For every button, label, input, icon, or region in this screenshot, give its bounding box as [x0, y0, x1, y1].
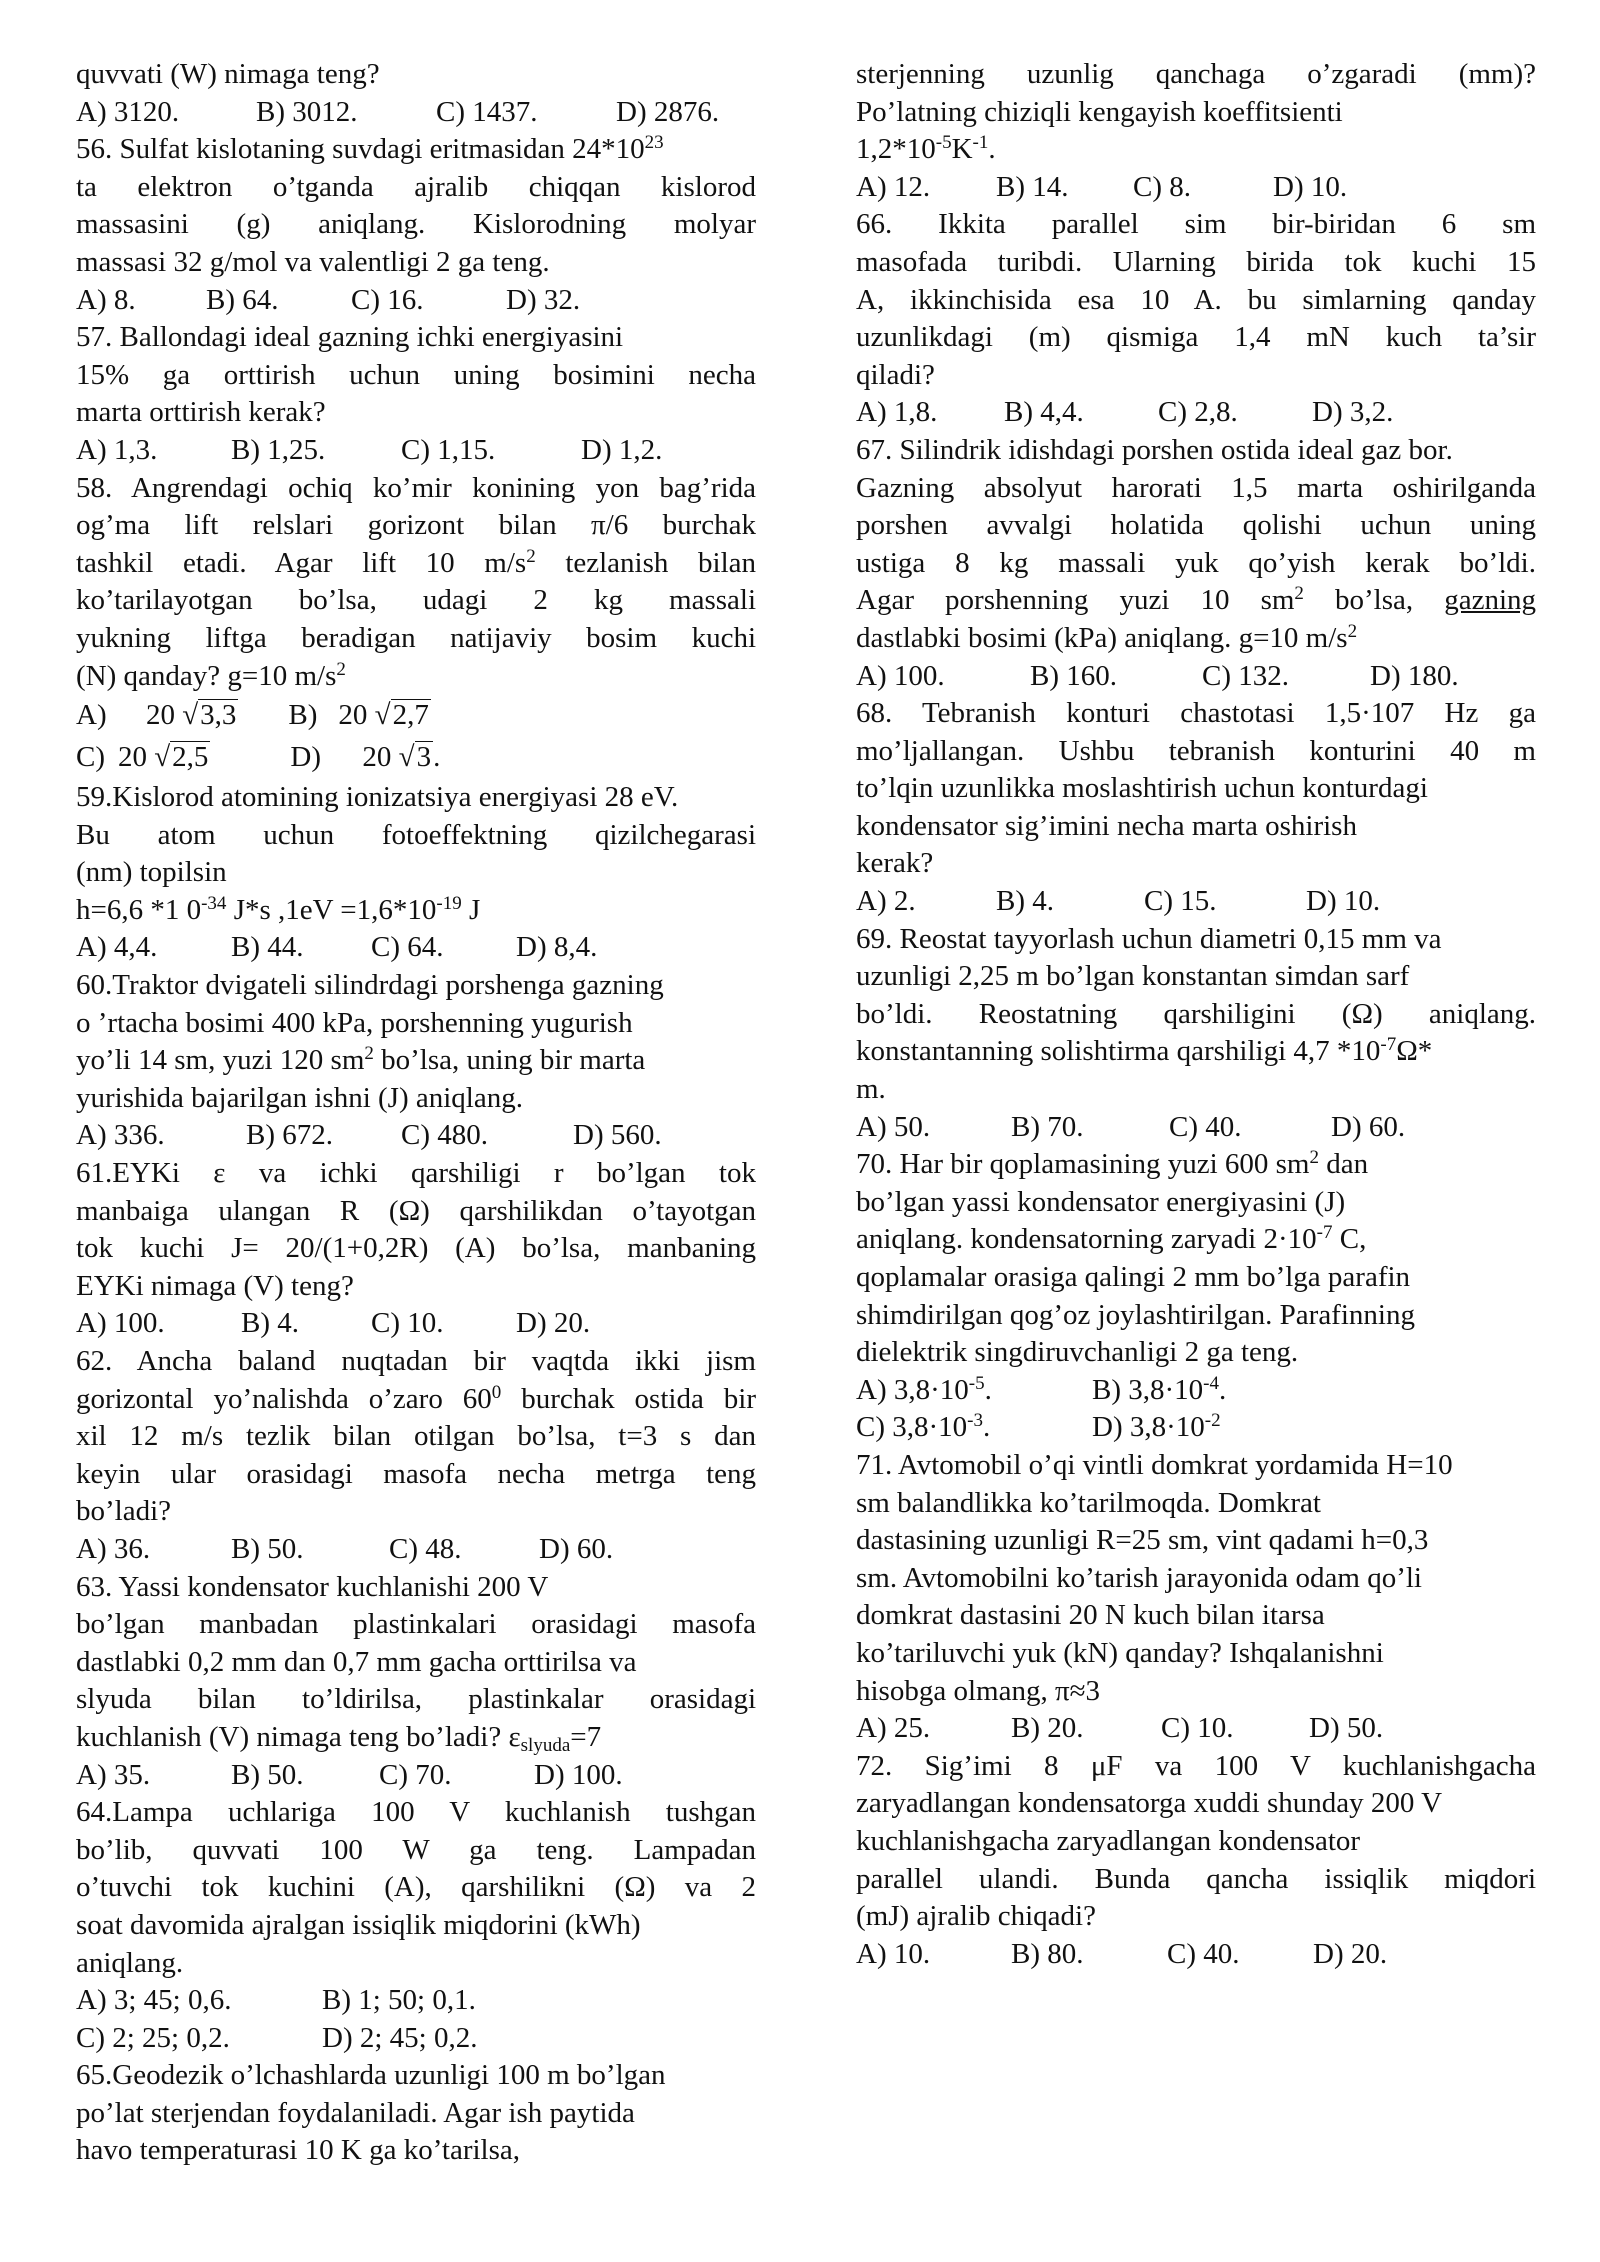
q58-option-b-coef: 20 [338, 699, 368, 732]
q68-option-b: B) 4. [996, 885, 1054, 918]
q70-option-b-end: . [1219, 1373, 1227, 1406]
q66-option-a: A) 1,8. [856, 396, 938, 429]
q55-option-d: D) 2876. [616, 95, 720, 128]
q61-line-3: tok kuchi J= 20/(1+0,2R) (A) bo’lsa, manbaning [76, 1232, 756, 1265]
q70-option-c [856, 1409, 1092, 1447]
q63-option-c: C) 70. [379, 1758, 452, 1791]
q58-option-b-sqrt: √2,7 [374, 699, 429, 732]
q56-option-c: C) 16. [351, 283, 424, 316]
q69-options [856, 1109, 1536, 1147]
q68-line-5: kerak? [856, 847, 934, 880]
q59-line-3: (nm) topilsin [76, 856, 227, 889]
q56-options [76, 282, 756, 320]
q70-line-2: bo’lgan yassi kondensator energiyasini (J) [856, 1185, 1346, 1218]
q63-option-d: D) 100. [534, 1758, 623, 1791]
q69-text-d1: konstantanning solishtirma qarshiligi 4,7 *10 [856, 1035, 1381, 1068]
q65-line-5: Po’latning chiziqli kengayish koeffitsienti [856, 95, 1343, 128]
q60-option-a: A) 336. [76, 1119, 165, 1152]
q59-option-a: A) 4,4. [76, 931, 158, 964]
q66-line-2: masofada turibdi. Ularning birida tok kuchi 15 [856, 245, 1536, 278]
q64-line-5: aniqlang. [76, 1946, 184, 1979]
q70-option-a-end: . [984, 1373, 992, 1406]
q68-option-a: A) 2. [856, 885, 916, 918]
q62-option-d: D) 60. [539, 1532, 614, 1565]
q58-option-a-sqrt: √3,3 [182, 699, 237, 732]
q70-option-b [1092, 1372, 1226, 1410]
q56-option-a: A) 8. [76, 283, 136, 316]
q63-subscript: slyuda [520, 1734, 571, 1756]
q70-text-a2: dan [1318, 1148, 1369, 1181]
q58-text-c2: tezlanish bilan [535, 546, 756, 579]
q69-option-c: C) 40. [1169, 1110, 1242, 1143]
q62-degree: 0 [491, 1381, 502, 1403]
q59-option-b: B) 44. [231, 931, 304, 964]
q67-line-3: porshen avvalgi holatida qolishi uchun uning [856, 509, 1536, 542]
q58-line-1: 58. Angrendagi ochiq ko’mir konining yon bag’rida [76, 471, 756, 504]
q69-line-5: m. [856, 1073, 886, 1106]
q56-line-1 [76, 131, 756, 169]
q70-option-c-end: . [983, 1411, 991, 1444]
q61-line-2: manbaiga ulangan R (Ω) qarshilikdan o’tayotgan [76, 1194, 756, 1227]
q63-option-a: A) 35. [76, 1758, 151, 1791]
q65-option-b: B) 14. [996, 170, 1069, 203]
q67-line-6 [856, 620, 1536, 658]
q71-options [856, 1710, 1536, 1748]
q57-option-c: C) 1,15. [401, 433, 496, 466]
q60-option-d: D) 560. [573, 1119, 662, 1152]
q56-option-d: D) 32. [506, 283, 581, 316]
q70-line-4: qoplamalar orasiga qalingi 2 mm bo’lga parafin [856, 1261, 1411, 1293]
q58-text-c1: tashkil etadi. Agar lift 10 m/s [76, 546, 527, 579]
q67-options [856, 658, 1536, 696]
q62-option-c: C) 48. [389, 1532, 462, 1565]
q72-option-d: D) 20. [1313, 1937, 1388, 1970]
q62-line-4: keyin ular orasidagi masofa necha metrga teng [76, 1457, 756, 1490]
q70-exponent-2: -7 [1316, 1222, 1333, 1244]
q68-line-3: to’lqin uzunlikka moslashtirish uchun konturdagi [856, 772, 1428, 805]
q70-text-a1: 70. Har bir qoplamasining yuzi 600 sm [856, 1148, 1310, 1181]
q65-options [856, 169, 1536, 207]
q60-text-c1: yo’li 14 sm, yuzi 120 sm [76, 1044, 365, 1077]
left-column [76, 56, 756, 2170]
q58-line-6 [76, 658, 756, 696]
q63-option-b: B) 50. [231, 1758, 304, 1791]
q70-option-b-exponent: -4 [1203, 1372, 1219, 1394]
q69-line-4 [856, 1033, 1536, 1071]
q55-options [76, 94, 756, 132]
q63-text-e2: =7 [570, 1720, 602, 1753]
q58-option-c-sqrt: √2,5 [154, 741, 209, 774]
q69-option-b: B) 70. [1011, 1110, 1084, 1143]
q65-line-6 [856, 131, 1536, 169]
q63-line-2: bo’lgan manbadan plastinkalari orasidagi masofa [76, 1608, 756, 1641]
q58-option-d-end: . [433, 741, 441, 774]
q71-line-3: dastasining uzunligi R=25 sm, vint qadami h=0,3 [856, 1524, 1429, 1557]
q56-line-3: massasini (g) aniqlang. Kislorodning molyar [76, 208, 756, 241]
q59-exponent-1: -34 [201, 892, 227, 914]
q64-option-d: D) 2; 45; 0,2. [322, 2021, 478, 2054]
q72-option-a: A) 10. [856, 1937, 931, 1970]
q66-line-1: 66. Ikkita parallel sim bir-biridan 6 sm [856, 208, 1536, 241]
q62-options [76, 1531, 756, 1569]
q67-option-b: B) 160. [1030, 659, 1117, 692]
q65-option-c: C) 8. [1133, 170, 1191, 203]
q65-line-4: sterjenning uzunlig qanchaga o’zgaradi (mm)? [856, 58, 1536, 90]
q67-line-2: Gazning absolyut harorati 1,5 marta oshirilganda [856, 471, 1536, 504]
q58-line-5: yukning liftga beradigan natijaviy bosim kuchi [76, 621, 756, 654]
q59-line-2: Bu atom uchun fotoeffektning qizilchegarasi [76, 818, 756, 851]
q57-options [76, 432, 756, 470]
q66-options [856, 394, 1536, 432]
q64-options-cd [76, 2020, 756, 2058]
q72-line-5: (mJ) ajralib chiqadi? [856, 1900, 1096, 1933]
q57-line-2: 15% ga orttirish uchun uning bosimini necha [76, 358, 756, 391]
q55-option-b: B) 3012. [256, 95, 358, 128]
q60-line-2: o ’rtacha bosimi 400 kPa, porshenning yugurish [76, 1006, 633, 1039]
q57-option-a: A) 1,3. [76, 433, 158, 466]
q59-option-d: D) 8,4. [516, 931, 598, 964]
q66-line-4: uzunlikdagi (m) qismiga 1,4 mN kuch ta’sir [856, 321, 1536, 354]
q65-option-d: D) 10. [1273, 170, 1348, 203]
q63-text-e1: kuchlanish (V) nimaga teng bo’ladi? ε [76, 1720, 521, 1753]
q65-line-2: po’lat sterjendan foydalaniladi. Agar ish paytida [76, 2096, 635, 2129]
q58-option-d-sqrt: √3 [398, 741, 432, 774]
q69-option-d: D) 60. [1331, 1110, 1406, 1143]
q60-line-1: 60.Traktor dvigateli silindrdagi porshenga gazning [76, 969, 664, 1002]
q56-exponent: 23 [644, 132, 664, 154]
q63-line-3: dastlabki 0,2 mm dan 0,7 mm gacha orttirilsa va [76, 1645, 637, 1678]
q58-option-a-label: A) [76, 699, 107, 732]
q62-option-b: B) 50. [231, 1532, 304, 1565]
q70-exponent-1: 2 [1309, 1147, 1319, 1169]
q69-line-1: 69. Reostat tayyorlash uchun diametri 0,15 mm va [856, 922, 1442, 955]
q57-option-b: B) 1,25. [231, 433, 326, 466]
q63-line-5 [76, 1719, 756, 1757]
q64-line-4: soat davomida ajralgan issiqlik miqdorini (kWh) [76, 1908, 641, 1941]
q67-text-e1: Agar porshenning yuzi 10 sm [856, 584, 1295, 617]
q67-option-a: A) 100. [856, 659, 945, 692]
q65-exponent-2: -1 [972, 132, 989, 154]
q70-text-c2: C, [1332, 1223, 1367, 1256]
q65-text-f3: . [988, 133, 996, 166]
q70-option-a-exponent: -5 [968, 1372, 985, 1394]
q63-options [76, 1757, 756, 1795]
q61-option-c: C) 10. [371, 1307, 444, 1340]
q70-option-c-exponent: -3 [967, 1410, 983, 1432]
q65-line-3: havo temperaturasi 10 K ga ko’tarilsa, [76, 2134, 520, 2167]
q71-option-c: C) 10. [1161, 1712, 1234, 1745]
q63-line-1: 63. Yassi kondensator kuchlanishi 200 V [76, 1570, 549, 1603]
q59-options [76, 929, 756, 967]
q58-option-a-radicand: 3,3 [200, 699, 237, 732]
q71-option-a: A) 25. [856, 1712, 931, 1745]
q62-line-2 [76, 1381, 756, 1419]
q58-option-d-label: D) [290, 741, 322, 774]
q68-line-4: kondensator sig’imini necha marta oshirish [856, 809, 1357, 842]
q71-option-b: B) 20. [1011, 1712, 1084, 1745]
q67-option-c: C) 132. [1202, 659, 1289, 692]
q70-option-a [856, 1372, 1092, 1410]
q58-option-c-label: C) [76, 741, 105, 774]
q59-line-4 [76, 892, 756, 930]
q61-option-b: B) 4. [241, 1307, 299, 1340]
q59-text-d3: J [461, 893, 481, 926]
q65-option-a: A) 12. [856, 170, 931, 203]
q64-option-b: B) 1; 50; 0,1. [322, 1984, 476, 2017]
q67-line-4: ustiga 8 kg massali yuk qo’yish kerak bo’ldi. [856, 546, 1536, 579]
q68-option-c: C) 15. [1144, 885, 1217, 918]
q71-line-5: domkrat dastasini 20 N kuch bilan itarsa [856, 1599, 1325, 1632]
q72-options [856, 1936, 1536, 1974]
q62-line-3: xil 12 m/s tezlik bilan otilgan bo’lsa, t=3 s dan [76, 1420, 756, 1453]
q65-text-f2: K [951, 133, 973, 166]
q72-line-1: 72. Sig’imi 8 μF va 100 V kuchlanishgacha [856, 1749, 1536, 1782]
q59-text-d1: h=6,6 *1 0 [76, 893, 202, 926]
q60-line-3 [76, 1042, 756, 1080]
q62-text-b1: gorizontal yo’nalishda o’zaro 60 [76, 1382, 492, 1415]
q55-option-c: C) 1437. [436, 95, 538, 128]
q61-line-1: 61.EYKi ε va ichki qarshiligi r bo’lgan tok [76, 1157, 756, 1190]
q70-option-a-text: A) 3,8·10 [856, 1373, 969, 1406]
q67-text-e2: bo’lsa, [1303, 584, 1445, 617]
q58-option-d-coef: 20 [362, 741, 392, 774]
q62-line-1: 62. Ancha baland nuqtadan bir vaqtda ikki jism [76, 1345, 756, 1377]
q70-line-5: shimdirilgan qog’oz joylashtirilgan. Parafinning [856, 1298, 1415, 1331]
q70-options-ab [856, 1372, 1536, 1410]
right-column [856, 56, 1536, 1973]
q67-option-d: D) 180. [1370, 659, 1459, 692]
q60-options [76, 1117, 756, 1155]
q61-option-d: D) 20. [516, 1307, 591, 1340]
q71-line-4: sm. Avtomobilni ko’tarish jarayonida odam qo’li [856, 1561, 1422, 1594]
q67-exponent-1: 2 [1294, 583, 1304, 605]
q59-option-c: C) 64. [371, 931, 444, 964]
q60-option-b: B) 672. [246, 1119, 333, 1152]
q62-line-5: bo’ladi? [76, 1495, 172, 1528]
q57-option-d: D) 1,2. [581, 433, 663, 466]
q62-text-b2: burchak ostida bir [501, 1382, 756, 1415]
q70-option-c-text: C) 3,8·10 [856, 1411, 968, 1444]
q71-option-d: D) 50. [1309, 1712, 1384, 1745]
q58-options-ab [76, 695, 756, 735]
q58-option-d-radicand: 3 [416, 741, 432, 774]
q58-line-4: ko’tarilayotgan bo’lsa, udagi 2 kg massali [76, 584, 756, 617]
q71-line-7: hisobga olmang, π≈3 [856, 1674, 1101, 1707]
q65-text-f1: 1,2*10 [856, 133, 936, 166]
q64-option-a: A) 3; 45; 0,6. [76, 1984, 232, 2017]
q58-option-a-coef: 20 [146, 699, 175, 732]
q56-line-2: ta elektron o’tganda ajralib chiqqan kislorod [76, 170, 756, 203]
q64-option-c: C) 2; 25; 0,2. [76, 2021, 230, 2054]
q68-line-2: mo’ljallangan. Ushbu tebranish konturini 40 m [856, 734, 1536, 767]
q55-tail: quvvati (W) nimaga teng? [76, 58, 380, 90]
q67-line-1: 67. Silindrik idishdagi porshen ostida ideal gaz bor. [856, 433, 1453, 466]
q58-exponent-2: 2 [336, 658, 346, 680]
q61-options [76, 1305, 756, 1343]
q70-text-c1: aniqlang. kondensatorning zaryadi 2·10 [856, 1223, 1317, 1256]
q69-text-d2: Ω* [1396, 1035, 1433, 1068]
q71-line-1: 71. Avtomobil o’qi vintli domkrat yordamida H=10 [856, 1448, 1453, 1481]
q68-option-d: D) 10. [1306, 885, 1381, 918]
q66-line-5: qiladi? [856, 358, 935, 391]
q72-line-3: kuchlanishgacha zaryadlangan kondensator [856, 1824, 1361, 1857]
q70-line-6: dielektrik singdiruvchanligi 2 ga teng. [856, 1336, 1299, 1369]
q66-option-b: B) 4,4. [1004, 396, 1084, 429]
q58-line-3 [76, 545, 756, 583]
q56-text-a: 56. Sulfat kislotaning suvdagi eritmasidan 24*10 [76, 133, 645, 166]
q70-option-d-exponent: -2 [1204, 1410, 1221, 1432]
q58-text-f1: (N) qanday? g=10 m/s [76, 659, 337, 692]
q61-option-a: A) 100. [76, 1307, 165, 1340]
q59-exponent-2: -19 [436, 892, 462, 914]
q60-line-4: yurishida bajarilgan ishni (J) aniqlang. [76, 1081, 523, 1114]
q72-option-b: B) 80. [1011, 1937, 1084, 1970]
q72-line-2: zaryadlangan kondensatorga xuddi shunday 200 V [856, 1787, 1443, 1820]
q65-exponent-1: -5 [935, 132, 952, 154]
q60-option-c: C) 480. [401, 1119, 488, 1152]
q59-text-d2: J*s ,1eV =1,6*10 [226, 893, 437, 926]
q69-exponent: -7 [1380, 1034, 1397, 1056]
q69-option-a: A) 50. [856, 1110, 931, 1143]
q56-option-b: B) 64. [206, 283, 279, 316]
q59-line-1: 59.Kislorod atomining ionizatsiya energiyasi 28 eV. [76, 781, 679, 814]
q62-option-a: A) 36. [76, 1532, 151, 1565]
q72-option-c: C) 40. [1167, 1937, 1240, 1970]
q58-option-b-label: B) [288, 699, 318, 732]
q67-text-f1: dastlabki bosimi (kPa) aniqlang. g=10 m/s [856, 621, 1348, 654]
q66-option-c: C) 2,8. [1158, 396, 1238, 429]
q70-option-b-text: B) 3,8·10 [1092, 1373, 1204, 1406]
q56-line-4: massasi 32 g/mol va valentligi 2 ga teng. [76, 245, 550, 278]
q70-line-3 [856, 1221, 1536, 1259]
q57-line-3: marta orttirish kerak? [76, 396, 326, 429]
q72-line-4: parallel ulandi. Bunda qancha issiqlik miqdori [856, 1862, 1536, 1895]
q71-line-6: ko’tariluvchi yuk (kN) qanday? Ishqalanishni [856, 1636, 1384, 1669]
q64-line-1: 64.Lampa uchlariga 100 V kuchlanish tushgan [76, 1796, 756, 1829]
q65-line-1: 65.Geodezik o’lchashlarda uzunligi 100 m bo’lgan [76, 2059, 666, 2092]
q63-line-4: slyuda bilan to’ldirilsa, plastinkalar orasidagi [76, 1683, 756, 1716]
q60-exponent: 2 [364, 1043, 374, 1065]
q66-option-d: D) 3,2. [1312, 396, 1394, 429]
q58-line-2: og’ma lift relslari gorizont bilan π/6 burchak [76, 509, 756, 542]
q70-line-1 [856, 1146, 1536, 1184]
q61-line-4: EYKi nimaga (V) teng? [76, 1269, 354, 1302]
q64-line-3: o’tuvchi tok kuchini (A), qarshilikni (Ω) va 2 [76, 1871, 756, 1904]
q55-option-a: A) 3120. [76, 95, 180, 128]
q68-line-1: 68. Tebranish konturi chastotasi 1,5·107 Hz ga [856, 697, 1536, 730]
q67-exponent-2: 2 [1347, 620, 1358, 642]
q67-text-e3: gazning [1444, 584, 1537, 617]
q69-line-2: uzunligi 2,25 m bo’lgan konstantan simdan sarf [856, 960, 1410, 993]
q58-option-b-radicand: 2,7 [392, 699, 429, 732]
q58-exponent-1: 2 [526, 545, 536, 567]
q70-option-d [1092, 1409, 1221, 1447]
q66-line-3: A, ikkinchisida esa 10 A. bu simlarning qanday [856, 283, 1536, 316]
q70-option-d-text: D) 3,8·10 [1092, 1411, 1205, 1444]
q58-option-c-radicand: 2,5 [172, 741, 209, 774]
q68-options [856, 883, 1536, 921]
q58-options-cd [76, 735, 756, 779]
q58-option-c-coef: 20 [118, 741, 147, 774]
q57-line-1: 57. Ballondagi ideal gazning ichki energiyasini [76, 321, 624, 354]
q64-line-2: bo’lib, quvvati 100 W ga teng. Lampadan [76, 1833, 756, 1866]
q64-options-ab [76, 1982, 756, 2020]
q70-options-cd [856, 1409, 1536, 1447]
q71-line-2: sm balandlikka ko’tarilmoqda. Domkrat [856, 1486, 1321, 1519]
q60-text-c2: bo’lsa, uning bir marta [373, 1044, 646, 1077]
q67-line-5 [856, 582, 1536, 620]
q69-line-3: bo’ldi. Reostatning qarshiligini (Ω) aniqlang. [856, 997, 1536, 1030]
